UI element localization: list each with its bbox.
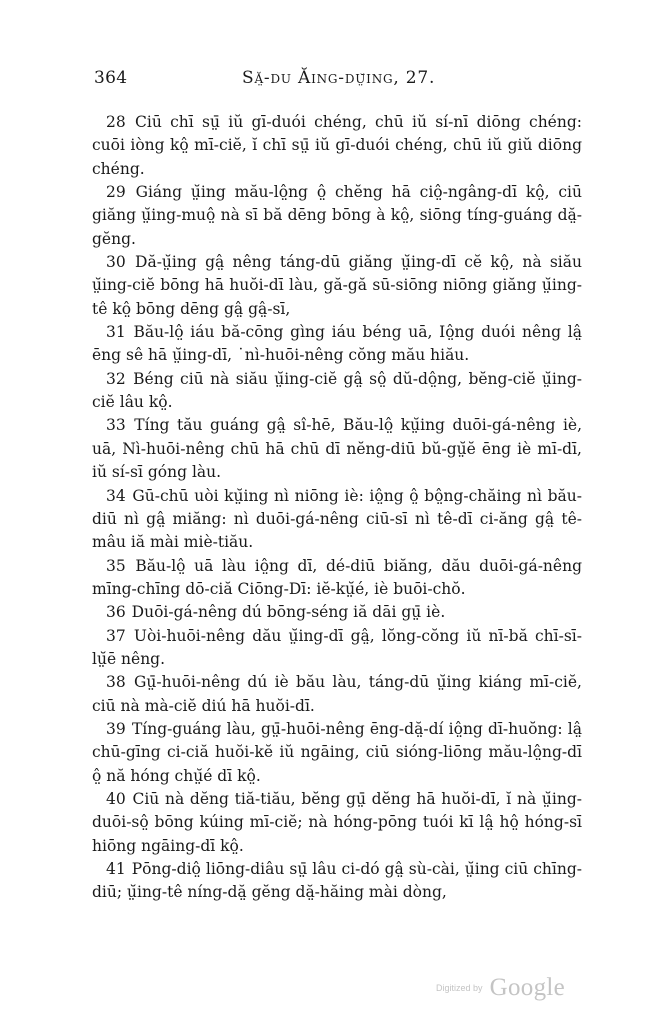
verse-number: 29 [106, 183, 126, 202]
verse-34 [92, 485, 582, 555]
verse-number: 31 [106, 323, 126, 342]
verse-text: Tíng tău guáng gâ̤ sî-hē, Bău-lô̤ kṳ̆ing duōi-gá-nêng iè, uā, Nì-huōi-nêng chū hā chū dī nĕng-diū bŭ-gṳ̆ĕ ēng iè mī-dī, iŭ sí-sī góng làu. [92, 416, 582, 482]
page-number: 364 [94, 68, 128, 88]
verse-37 [92, 625, 582, 672]
chapter-text [92, 111, 582, 905]
verse-number: 32 [106, 369, 126, 388]
google-logo: Google [489, 974, 566, 1001]
verse-30 [92, 251, 582, 321]
verse-number: 28 [106, 113, 126, 131]
verse-text: Ciū nà dĕng tiă-tiău, bĕng gṳ̄ dĕng hā huŏi-dī, ĭ nà ṳ̆ing-duōi-sô̤ bōng kúing mī-ciĕ; nà hóng-pōng tuói kī lâ̤ hô̤ hóng-sī hiōng ngāing-dī kô̤. [92, 789, 582, 855]
verse-28 [92, 111, 582, 181]
verse-number: 30 [106, 253, 126, 272]
verse-text: Dă-ṳ̆ing gâ̤ nêng táng-dū giăng ṳ̆ing-dī cĕ kô̤, nà siău ṳ̆ing-ciĕ bōng hā huŏi-dī làu, gă-gă sū-siōng niōng giăng ṳ̆ing-tê kô̤ bōng dēng gâ̤ gâ̤-sī, [92, 253, 582, 318]
verse-text: Pōng-diô̤ liōng-diâu sṳ̄ lâu ci-dó gâ̤ sù-cài, ṳ̆ing ciū chīng-diū; ṳ̆ing-tê níng-dă̤ gĕng dă̤-hăing mài dòng, [92, 860, 582, 902]
verse-40 [92, 788, 582, 858]
verse-number: 38 [106, 673, 126, 692]
verse-number: 39 [106, 719, 126, 738]
digitized-watermark [436, 974, 565, 1004]
verse-text: Béng ciū nà siău ṳ̆ing-ciĕ gâ̤ sô̤ dŭ-dô̤ng, bĕng-ciĕ ṳ̆ing-ciĕ lâu kô̤. [92, 369, 582, 412]
running-title: Să̤-du Ăing-dṳ̆ing, 27. [242, 68, 436, 88]
verse-41 [92, 858, 582, 905]
verse-number: 36 [106, 603, 126, 622]
verse-text: Bău-lô̤ uā làu iô̤ng dī, dé-diū biăng, dău duōi-gá-nêng mīng-chīng dō-ciă Ciōng-Dī: iĕ-kṳ̆é, iè buōi-chŏ. [92, 556, 582, 598]
verse-number: 41 [106, 860, 126, 878]
verse-text: Tíng-guáng làu, gṳ̄-huōi-nêng ēng-dă̤-dí iô̤ng dī-huŏng: lâ̤ chū-gīng ci-ciă huŏi-kĕ iŭ ngāing, ciū sióng-liōng mău-lô̤ng-dī ô̤ nă hóng chṳ̆é dī kô̤. [92, 719, 582, 785]
verse-33 [92, 414, 582, 484]
verse-number: 35 [106, 556, 126, 575]
verse-text: Gū-chū uòi kṳ̆ing nì niōng iè: iô̤ng ô̤ bô̤ng-chăing nì bău-diū nì gâ̤ miăng: nì duōi-gá-nêng ciū-sī nì tê-dī ci-ăng gâ̤ tê-mâu iă mài miè-tiău. [92, 486, 582, 552]
verse-text: Bău-lô̤ iáu bă-cōng gìng iáu béng uā, Iô̤ng duói nêng lâ̤ ēng sê hā ṳ̆ing-dī, ˙nì-huōi-nêng cŏng mău hiău. [92, 323, 582, 365]
verse-32 [92, 368, 582, 415]
verse-number: 33 [106, 416, 126, 435]
verse-text: Duōi-gá-nêng dú bōng-séng iă dāi gṳ̄ iè. [131, 603, 446, 622]
verse-number: 34 [106, 486, 126, 505]
verse-number: 40 [106, 789, 126, 808]
verse-29 [92, 181, 582, 251]
verse-text: Ciū chī sṳ̄ iŭ gī-duói chéng, chū iŭ sí-nī diōng chéng: cuōi iòng kô̤ mī-ciĕ, ĭ chī sṳ̄ iŭ gī-duói chéng, chū iŭ giŭ diōng chéng. [92, 113, 582, 178]
verse-36 [92, 601, 582, 624]
verse-text: Giáng ṳ̆ing mău-lô̤ng ô̤ chĕng hā ciô̤-ngâng-dī kô̤, ciū giăng ṳ̆ing-muô̤ nà sī bă dēng bōng à kô̤, siōng tíng-guáng dă̤-gĕng. [92, 183, 582, 248]
watermark-prefix: Digitized by [436, 983, 483, 993]
page-header [92, 68, 582, 94]
verse-text: Uòi-huōi-nêng dău ṳ̆ing-dī gâ̤, lŏng-cŏng iŭ nī-bă chī-sī-lṳ̆ē nêng. [92, 626, 582, 668]
verse-text: Gṳ̄-huōi-nêng dú iè bău làu, táng-dū ṳ̆ing kiáng mī-ciĕ, ciū nà mà-ciĕ diú hā huŏi-dī. [92, 673, 582, 715]
verse-number: 37 [106, 626, 126, 645]
verse-31 [92, 321, 582, 368]
verse-35 [92, 555, 582, 602]
verse-38 [92, 671, 582, 718]
verse-39 [92, 718, 582, 788]
